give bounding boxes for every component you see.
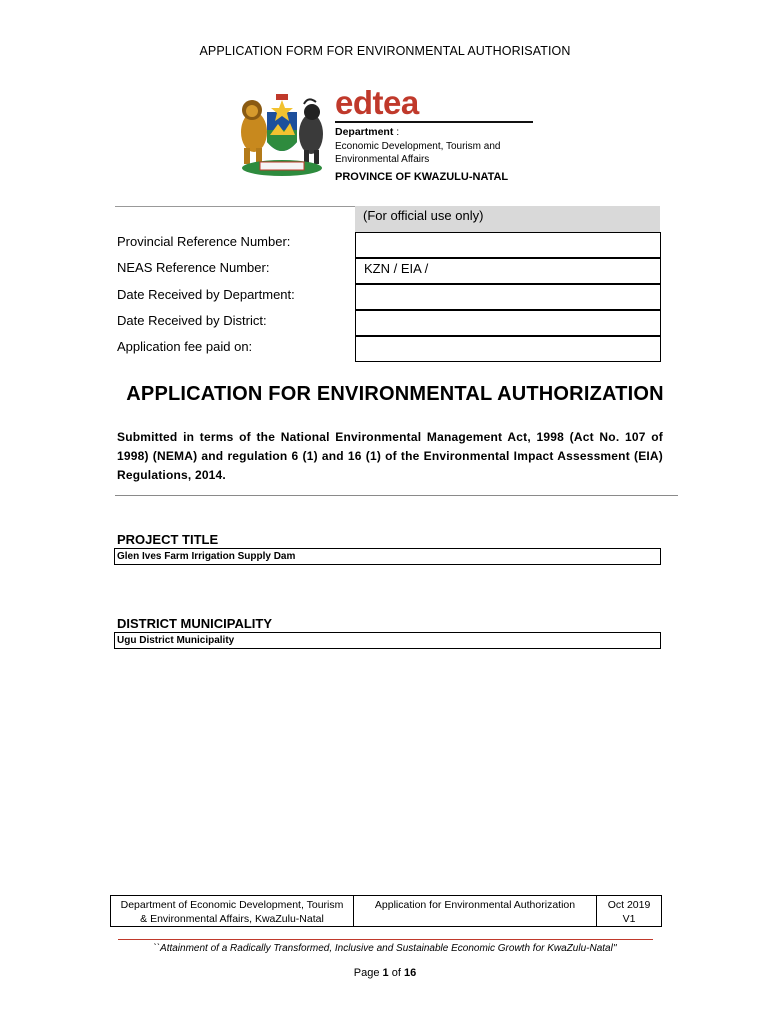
application-fee-field[interactable]	[355, 336, 661, 362]
date-received-dept-label: Date Received by Department:	[117, 287, 295, 302]
district-municipality-field[interactable]: Ugu District Municipality	[114, 632, 661, 649]
official-table-rule	[115, 206, 357, 207]
page-number	[0, 967, 770, 979]
application-fee-label: Application fee paid on:	[117, 339, 253, 354]
province-name: PROVINCE OF KWAZULU-NATAL	[335, 171, 509, 183]
main-title: APPLICATION FOR ENVIRONMENTAL AUTHORIZATION	[126, 383, 664, 405]
footer-dept-line1: Department of Economic Development, Tourism	[120, 899, 344, 911]
dept-label: Department	[335, 126, 394, 138]
dept-name-line2: Environmental Affairs	[335, 154, 430, 165]
logo-divider	[335, 121, 533, 123]
footer-version-cell	[597, 896, 661, 926]
edtea-brand: edtea	[335, 84, 419, 121]
coat-of-arms-icon	[232, 90, 332, 180]
date-received-district-field[interactable]	[355, 310, 661, 336]
provincial-ref-label: Provincial Reference Number:	[117, 234, 291, 249]
footer-date: Oct 2019	[607, 899, 651, 911]
page-current: 1	[382, 967, 389, 979]
date-received-district-label: Date Received by District:	[117, 313, 267, 328]
neas-ref-label: NEAS Reference Number:	[117, 260, 270, 275]
footer-dept-cell	[111, 896, 354, 926]
page-of: of	[391, 967, 401, 979]
section-divider	[115, 495, 678, 496]
footer-dept-line2: & Environmental Affairs, KwaZulu-Natal	[140, 913, 324, 925]
page-prefix: Page	[353, 967, 380, 979]
project-title-field[interactable]: Glen Ives Farm Irrigation Supply Dam	[114, 548, 661, 565]
page-header-title: APPLICATION FORM FOR ENVIRONMENTAL AUTHORISATION	[199, 44, 571, 58]
official-use-heading: (For official use only)	[355, 206, 660, 232]
dept-label-line	[335, 126, 399, 138]
slogan-divider	[118, 939, 653, 940]
date-received-dept-field[interactable]	[355, 284, 661, 310]
submitted-terms-text: Submitted in terms of the National Environmental Management Act, 1998 (Act No. 107 of 1998) (NEMA) and regulation 6 (1) and 16 (1) of the Environmental Impact Assessment (EIA) Regulations, 2014.	[117, 430, 663, 482]
footer-doc-title-cell	[354, 896, 597, 926]
footer-slogan: ``Attainment of a Radically Transformed, Inclusive and Sustainable Economic Growth for KwaZulu-Natal''	[153, 943, 617, 954]
provincial-ref-field[interactable]	[355, 232, 661, 258]
footer-version: V1	[622, 913, 636, 925]
footer-table	[110, 895, 662, 927]
footer-doc-title: Application for Environmental Authorization	[374, 899, 576, 911]
neas-ref-field[interactable]: KZN / EIA /	[355, 258, 661, 284]
page-total: 16	[403, 967, 417, 979]
district-municipality-heading: DISTRICT MUNICIPALITY	[117, 616, 273, 631]
project-title-heading: PROJECT TITLE	[117, 532, 219, 547]
dept-colon: :	[393, 126, 400, 138]
dept-name-line1: Economic Development, Tourism and	[335, 141, 501, 152]
